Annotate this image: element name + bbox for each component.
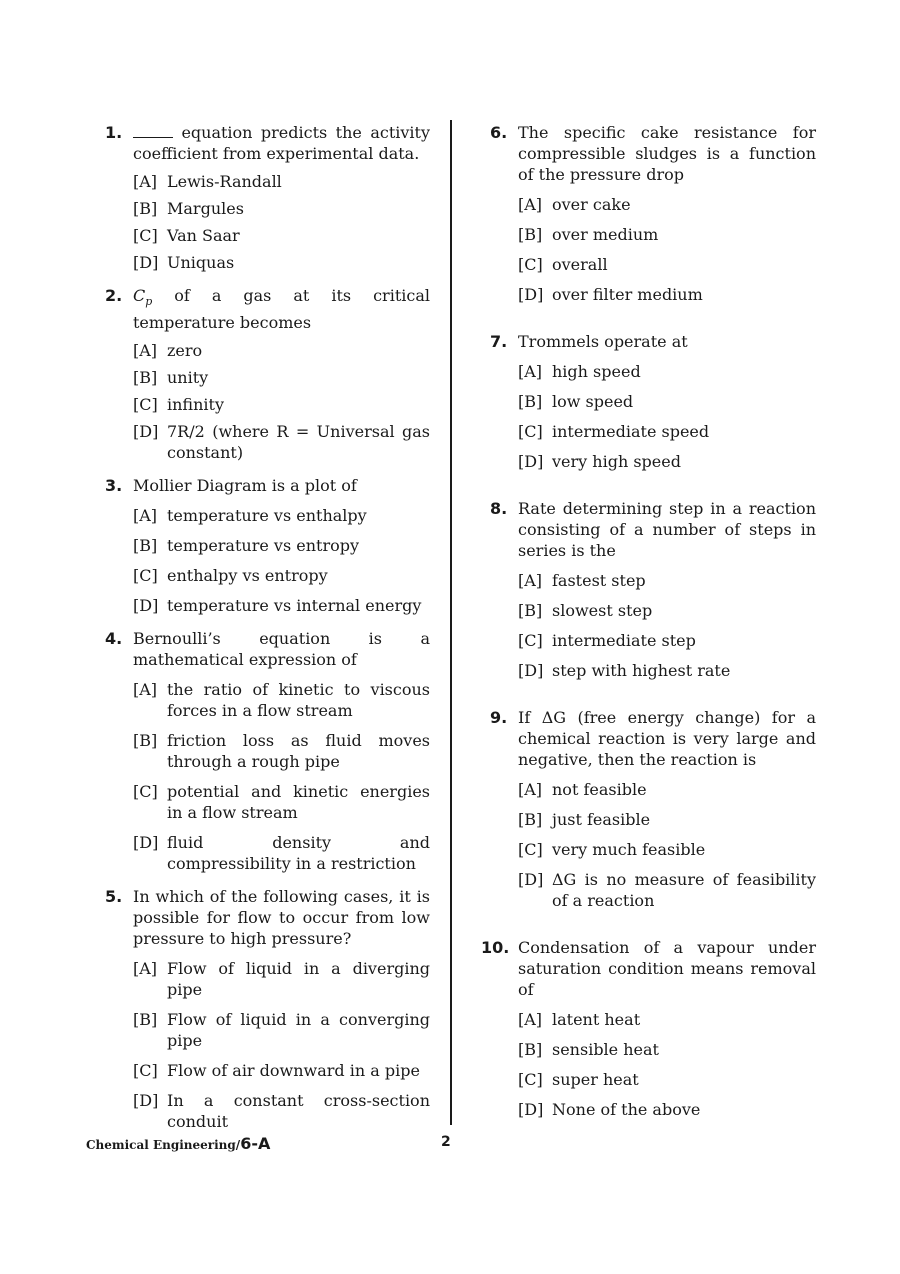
question-3 <box>105 475 430 616</box>
option-d: [D] very high speed <box>518 452 681 471</box>
option-a: [A] fastest step <box>518 571 646 590</box>
option-d: [D] over filter medium <box>518 285 703 304</box>
question-text: equation predicts the activity coefficient from experimental data. <box>133 123 430 163</box>
option-a: [A] the ratio of kinetic to viscous forces in a flow stream <box>133 680 430 721</box>
question-text: The specific cake resistance for compressible sludges is a function of the pressure drop <box>518 123 816 184</box>
option-b: [B] Margules <box>133 199 244 218</box>
question-number: 1. <box>105 123 123 142</box>
option-d: [D] temperature vs internal energy <box>133 596 422 616</box>
question-number: 6. <box>490 123 508 142</box>
question-text: In which of the following cases, it is possible for flow to occur from low pressure to high pressure? <box>133 887 430 949</box>
option-c: [C] overall <box>518 255 608 274</box>
option-b: [B] over medium <box>518 225 659 244</box>
question-text: of a gas at its critical temperature becomes <box>133 286 430 333</box>
page-number: 2 <box>441 1134 451 1150</box>
question-text: Trommels operate at <box>518 332 688 351</box>
question-text: Mollier Diagram is a plot of <box>133 476 357 496</box>
option-d: [D] step with highest rate <box>518 661 731 680</box>
left-column <box>105 118 430 1132</box>
booklet-code: 6-A <box>240 1134 271 1153</box>
option-d: [D] Uniquas <box>133 253 235 272</box>
question-1 <box>105 122 430 273</box>
question-text: If ΔG (free energy change) for a chemical reaction is very large and negative, then the reaction is <box>518 708 816 769</box>
option-b: [B] low speed <box>518 392 634 411</box>
question-text: Condensation of a vapour under saturation condition means removal of <box>518 938 816 999</box>
option-b: [B] slowest step <box>518 601 653 620</box>
question-number: 5. <box>105 887 123 907</box>
option-d: [D] fluid density and compressibility in a restriction <box>133 833 430 874</box>
question-number: 8. <box>490 499 508 518</box>
option-d: [D] ΔG is no measure of feasibility of a reaction <box>518 870 816 910</box>
column-divider <box>450 120 452 1125</box>
right-column <box>481 118 816 1120</box>
option-c: [C] enthalpy vs entropy <box>133 566 328 586</box>
question-8 <box>490 498 816 681</box>
option-b: [B] Flow of liquid in a converging pipe <box>133 1010 430 1051</box>
option-d: [D] None of the above <box>518 1100 701 1119</box>
option-c: [C] intermediate step <box>518 631 696 650</box>
question-number: 9. <box>490 708 508 727</box>
option-b: [B] just feasible <box>518 810 651 829</box>
option-c: [C] Flow of air downward in a pipe <box>133 1061 420 1081</box>
option-c: [C] very much feasible <box>518 840 706 859</box>
option-c: [C] infinity <box>133 395 224 415</box>
question-2: 2. $C_p$ of a gas at its critical temperature becomes [A] zero [B] unity [C] infinity [D] 7R/2 (where R = Universal gas constant) <box>105 286 430 463</box>
option-a: [A] not feasible <box>518 780 647 799</box>
question-number: 10. <box>481 938 510 957</box>
question-number: 7. <box>490 332 508 351</box>
question-7 <box>490 331 816 472</box>
footer-subject: Chemical Engineering/6-A <box>86 1134 271 1153</box>
question-text: Rate determining step in a reaction consisting of a number of steps in series is the <box>518 499 816 560</box>
option-c: [C] Van Saar <box>133 226 240 245</box>
question-number: 2. <box>105 286 123 305</box>
option-b: [B] unity <box>133 368 209 388</box>
option-b: [B] temperature vs entropy <box>133 536 360 556</box>
answer-blank <box>133 123 173 138</box>
question-number: 4. <box>105 629 123 649</box>
option-d: [D] In a constant cross-section conduit <box>133 1091 430 1132</box>
option-c: [C] potential and kinetic energies in a flow stream <box>133 782 430 823</box>
question-text: Bernoulli’s equation is a mathematical expression of <box>133 629 430 670</box>
option-a: [A] over cake <box>518 195 631 214</box>
option-a: [A] latent heat <box>518 1010 641 1029</box>
question-number: 3. <box>105 476 123 496</box>
option-b: [B] friction loss as fluid moves through a rough pipe <box>133 731 430 772</box>
option-a: [A] temperature vs enthalpy <box>133 506 367 526</box>
option-a: [A] high speed <box>518 362 641 381</box>
option-a: [A] zero <box>133 341 203 361</box>
question-5 <box>105 886 430 1132</box>
option-b: [B] sensible heat <box>518 1040 659 1059</box>
option-a: [A] Lewis-Randall <box>133 172 282 191</box>
option-c: [C] intermediate speed <box>518 422 710 441</box>
question-10 <box>481 937 816 1120</box>
question-6 <box>490 122 816 305</box>
option-a: [A] Flow of liquid in a diverging pipe <box>133 959 430 1000</box>
question-4 <box>105 628 430 874</box>
option-c: [C] super heat <box>518 1070 639 1089</box>
question-9 <box>490 707 816 911</box>
option-d: [D] 7R/2 (where R = Universal gas constant) <box>133 422 430 463</box>
